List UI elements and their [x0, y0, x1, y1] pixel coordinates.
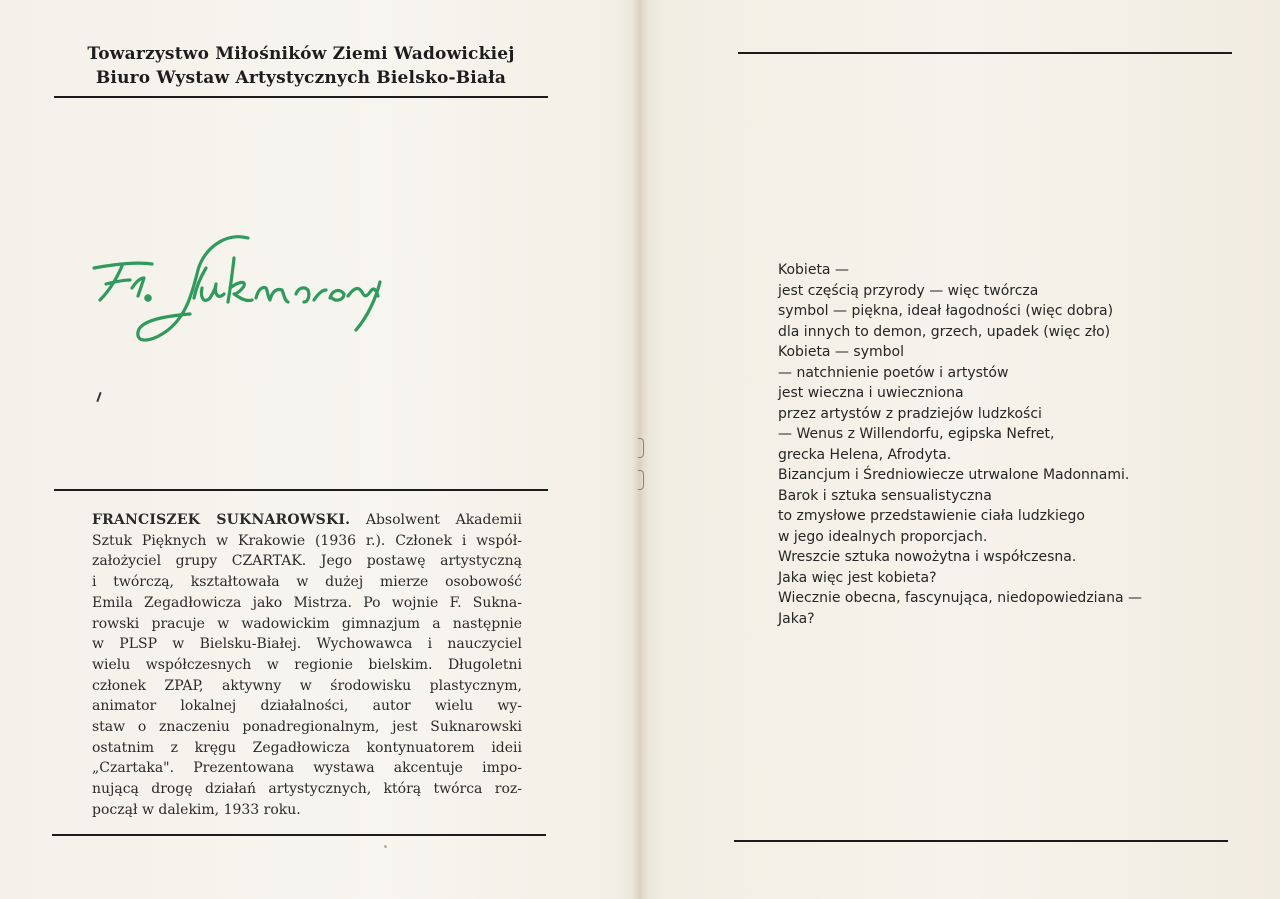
poem-line: Barok i sztuka sensualistyczna	[778, 487, 992, 504]
poem-line: Kobieta — symbol	[778, 344, 904, 360]
bio-line: Emila Zegadłowicza jako Mistrza. Po wojnie F. Sukna-	[92, 594, 522, 611]
bio-line: i twórczą, kształtowała w dużej mierze osobowość	[92, 574, 522, 591]
bio-line: wielu współczesnych w regionie bielskim. Długoletni	[92, 656, 522, 673]
bio-line: począł w dalekim, 1933 roku.	[92, 801, 301, 818]
paper-speck	[384, 845, 387, 848]
bio-line: rowski pracuje w wadowickim gimnazjum a następnie	[92, 615, 522, 632]
poem-line: grecka Helena, Afrodyta.	[778, 446, 952, 463]
bio-line: staw o znaczeniu ponadregionalnym, jest Suknarowski	[92, 719, 522, 736]
bio-line: FRANCISZEK SUKNAROWSKI. Absolwent Akademii	[92, 512, 523, 528]
artist-biography	[92, 510, 522, 821]
bio-line: „Czartaka". Prezentowana wystawa akcentuje impo-	[92, 760, 522, 777]
bio-line: w PLSP w Bielsku-Białej. Wychowawca i nauczyciel	[92, 636, 522, 653]
right-bottom-rule	[734, 840, 1228, 842]
right-top-rule	[738, 52, 1232, 54]
stray-pen-mark	[96, 392, 101, 402]
poem-line: jest częścią przyrody — więc twórcza	[778, 282, 1039, 299]
header-line-2: Biuro Wystaw Artystycznych Bielsko-Biała	[95, 68, 507, 88]
publisher-header	[56, 42, 546, 90]
poem-line: przez artystów z pradziejów ludzkości	[778, 405, 1042, 422]
header-line-1: Towarzystwo Miłośników Ziemi Wadowickiej	[87, 44, 515, 64]
poem-line: Bizancjum i Średniowiecze utrwalone Madonnami.	[778, 467, 1130, 483]
artist-name: FRANCISZEK SUKNAROWSKI.	[92, 512, 351, 528]
poem-line: Kobieta —	[778, 262, 849, 278]
poem-line: — Wenus z Willendorfu, egipska Nefret,	[778, 426, 1055, 442]
bio-line: animator lokalnej działalności, autor wielu wy-	[92, 698, 522, 715]
bio-line: ostatnim z kręgu Zegadłowicza kontynuatorem ideii	[92, 739, 522, 756]
handwritten-signature	[86, 228, 396, 358]
bio-line: nującą drogę działań artystycznych, którą twórca roz-	[92, 781, 522, 798]
poem-line: symbol — piękna, ideał łagodności (więc dobra)	[778, 303, 1114, 319]
poem-line: jest wieczna i uwieczniona	[778, 385, 964, 401]
poem-line: — natchnienie poetów i artystów	[778, 364, 1009, 381]
poem-line: Jaka więc jest kobieta?	[778, 569, 937, 586]
poem-line: Jaka?	[778, 610, 815, 627]
poem-line: dla innych to demon, grzech, upadek (więc zło)	[778, 323, 1111, 340]
header-rule	[54, 96, 548, 98]
poem	[778, 260, 1218, 629]
bio-line: członek ZPAP, aktywny w środowisku plastycznym,	[92, 677, 522, 694]
bio-bottom-rule	[52, 834, 546, 836]
poem-line: w jego idealnych proporcjach.	[778, 528, 988, 545]
bio-top-rule	[54, 489, 548, 491]
bio-line: założyciel grupy CZARTAK. Jego postawę artystyczną	[92, 553, 522, 570]
poem-line: Wreszcie sztuka nowożytna i współczesna.	[778, 549, 1077, 565]
bio-line: Sztuk Pięknych w Krakowie (1936 r.). Członek i współ-	[92, 532, 522, 549]
poem-line: Wiecznie obecna, fascynująca, niedopowiedziana —	[778, 590, 1143, 606]
poem-line: to zmysłowe przedstawienie ciała ludzkiego	[778, 508, 1085, 524]
